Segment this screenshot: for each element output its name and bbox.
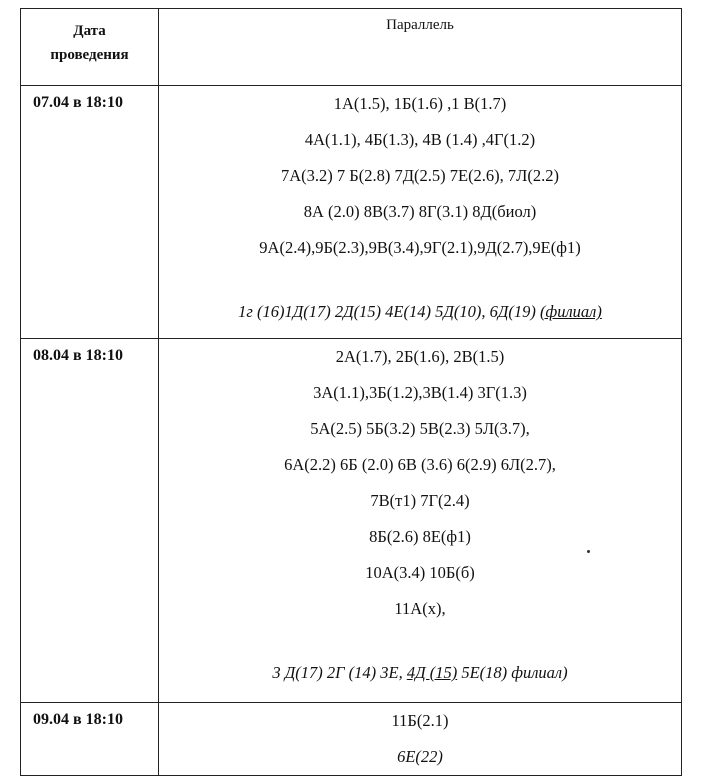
class-line: 8Б(2.6) 8Е(ф1) — [369, 527, 471, 546]
class-line: 4А(1.1), 4Б(1.3), 4В (1.4) ,4Г(1.2) — [304, 130, 536, 149]
class-line: 7А(3.2) 7 Б(2.8) 7Д(2.5) 7Е(2.6), 7Л(2.2) — [281, 166, 559, 185]
header-parallel: Параллель — [159, 9, 682, 86]
parallel-cell — [159, 703, 682, 776]
branch-text-tail: 5Е(18) филиал) — [457, 663, 568, 682]
table-row — [21, 703, 682, 776]
branch-line — [159, 297, 681, 330]
header-date-line2: проведения — [50, 47, 129, 63]
date-cell: 09.04 в 18:10 — [21, 703, 159, 776]
class-line: 6А(2.2) 6Б (2.0) 6В (3.6) 6(2.9) 6Л(2.7), — [284, 455, 556, 474]
class-line: 5А(2.5) 5Б(3.2) 5В(2.3) 5Л(3.7), — [310, 419, 530, 438]
class-line: 8А (2.0) 8В(3.7) 8Г(3.1) 8Д(биол) — [303, 202, 537, 221]
schedule-sheet — [20, 8, 681, 766]
scan-speck — [587, 550, 590, 553]
header-date-line1: Дата — [73, 23, 106, 39]
branch-line: 6Е(22) — [397, 747, 443, 766]
branch-text: 3 Д(17) 2Г (14) 3Е, — [272, 663, 407, 682]
header-row — [21, 9, 682, 86]
class-line: 3А(1.1),3Б(1.2),3В(1.4) 3Г(1.3) — [313, 383, 527, 402]
branch-underlined: (филиал) — [539, 302, 602, 321]
class-line: 2А(1.7), 2Б(1.6), 2В(1.5) — [335, 347, 505, 366]
date-cell: 07.04 в 18:10 — [21, 86, 159, 339]
class-line: 11Б(2.1) — [391, 711, 449, 730]
class-line: 10А(3.4) 10Б(б) — [365, 563, 475, 582]
table-row — [21, 339, 682, 703]
branch-underlined: 4Д (15) — [406, 663, 458, 682]
parallel-cell — [159, 86, 682, 339]
class-line: 1А(1.5), 1Б(1.6) ,1 В(1.7) — [333, 94, 507, 113]
date-cell: 08.04 в 18:10 — [21, 339, 159, 703]
branch-text: 1г (16)1Д(17) 2Д(15) 4Е(14) 5Д(10), 6Д(19) — [238, 302, 540, 321]
parallel-cell — [159, 339, 682, 703]
class-line: 7В(т1) 7Г(2.4) — [370, 491, 470, 510]
header-date — [21, 9, 159, 86]
class-line: 9А(2.4),9Б(2.3),9В(3.4),9Г(2.1),9Д(2.7),9Е(ф1) — [259, 238, 581, 257]
schedule-table — [20, 8, 682, 776]
branch-line — [159, 658, 681, 691]
table-row — [21, 86, 682, 339]
class-line: 11А(х), — [394, 599, 446, 618]
